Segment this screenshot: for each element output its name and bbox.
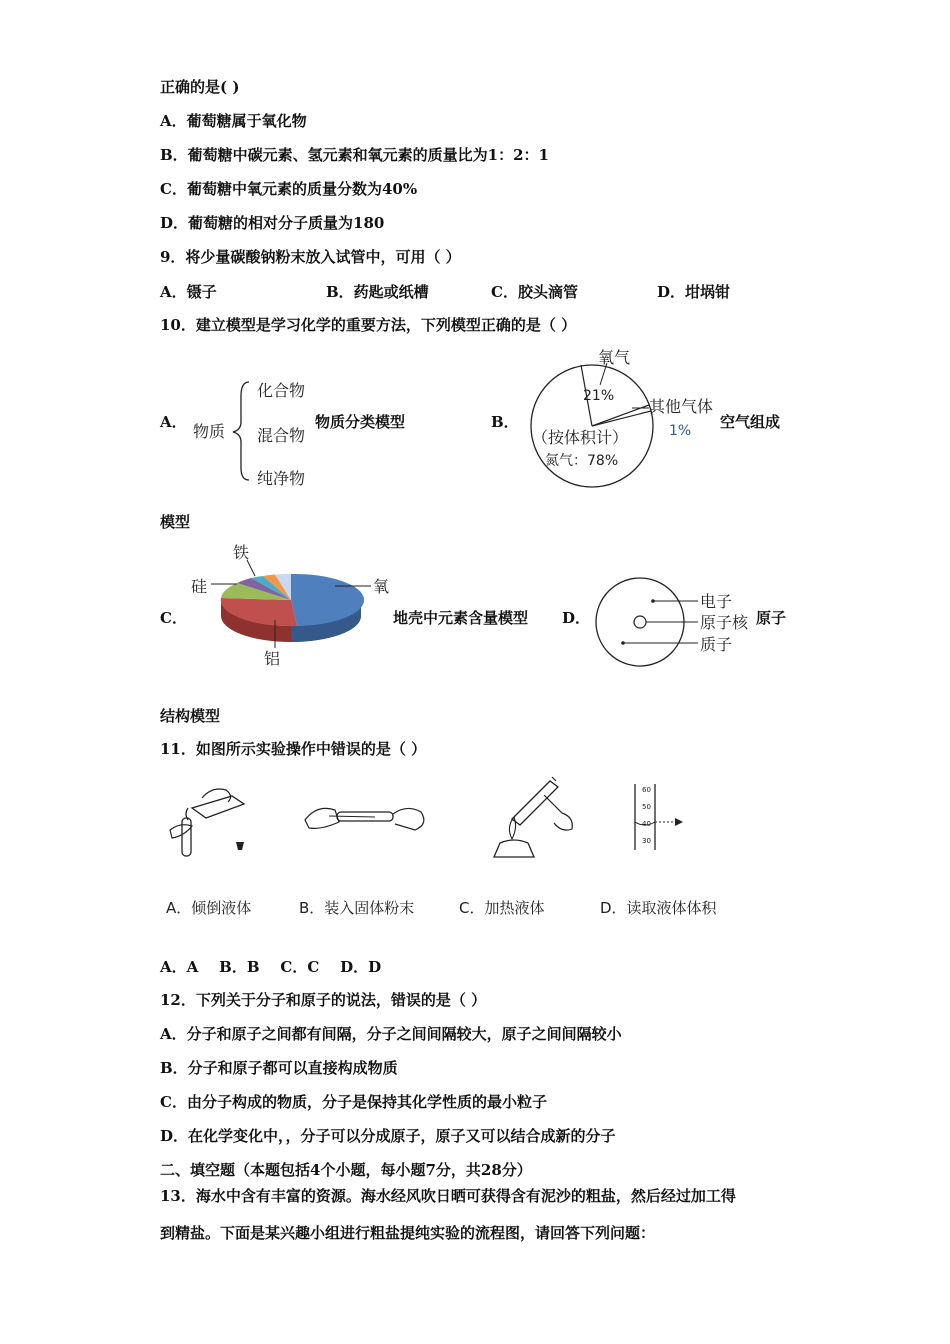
q13-line-1: 13．海水中含有丰富的资源。海水经风吹日晒可获得含有泥沙的粗盐，然后经过加工得: [160, 1187, 736, 1205]
oxygen-percent: 21%: [583, 388, 615, 404]
q11-caption-d: D．读取液体体积: [600, 899, 717, 917]
q11-answer-options: A．A B．B C．C D．D: [160, 958, 382, 976]
q9-stem: 9．将少量碳酸钠粉末放入试管中，可用（ ）: [160, 248, 461, 266]
q8-option-d: D．葡萄糖的相对分子质量为180: [160, 214, 385, 232]
q11-stem: 11．如图所示实验操作中错误的是（ ）: [160, 740, 427, 758]
heating-liquid-illustration: [482, 773, 582, 861]
q10-a-letter: A．: [160, 413, 187, 431]
scale-label: 40: [642, 820, 651, 828]
scale-label: 30: [642, 837, 651, 845]
leader-line: [247, 560, 255, 576]
q9-option-c: C．胶头滴管: [491, 283, 578, 301]
q11-caption-a: A．倾倒液体: [166, 899, 252, 917]
sector-line: [592, 411, 651, 426]
q8-option-b: B．葡萄糖中碳元素、氢元素和氧元素的质量比为1：2：1: [160, 146, 549, 164]
q11-caption-b: B．装入固体粉末: [299, 899, 415, 917]
loading-powder-illustration: [295, 790, 435, 845]
q10-c-caption-cont: 结构模型: [160, 707, 221, 725]
atom-diagram: [590, 577, 755, 669]
q12-stem: 12．下列关于分子和原子的说法，错误的是（ ）: [160, 991, 487, 1009]
q10-b-letter: B．: [491, 413, 519, 431]
scale-label: 60: [642, 786, 651, 794]
aluminum-label: 铝: [264, 649, 281, 668]
proton-label: 质子: [700, 635, 733, 654]
branch-label: 纯净物: [257, 469, 306, 488]
q12-option-b: B．分子和原子都可以直接构成物质: [160, 1059, 398, 1077]
q8-option-c: C．葡萄糖中氧元素的质量分数为40%: [160, 180, 418, 198]
others-label: 其他气体: [649, 397, 714, 416]
nucleus: [634, 616, 646, 628]
q12-option-a: A．分子和原子之间都有间隔，分子之间间隔较大，原子之间间隔较小: [160, 1025, 622, 1043]
oxygen-label: 氧气: [598, 348, 631, 367]
q9-option-b: B．药匙或纸槽: [326, 283, 429, 301]
q10-c-letter: C．: [160, 609, 187, 627]
section-heading: 二、填空题（本题包括4个小题，每小题7分，共28分）: [160, 1161, 532, 1179]
q13-line-2: 到精盐。下面是某兴趣小组进行粗盐提纯实验的流程图，请回答下列问题：: [160, 1224, 656, 1242]
q9-option-d: D．坩埚钳: [657, 283, 731, 301]
brace: [233, 382, 249, 480]
nucleus-label: 原子核: [700, 613, 749, 632]
scale-label: 50: [642, 803, 651, 811]
reading-volume-illustration: [625, 780, 705, 855]
nitrogen-label: 氮气：78%: [545, 453, 619, 469]
q10-d-caption: 原子: [756, 609, 787, 627]
crust-pie-diagram: [185, 538, 395, 673]
q10-stem: 10．建立模型是学习化学的重要方法，下列模型正确的是（ ）: [160, 316, 577, 334]
q10-b-caption: 空气组成: [720, 413, 781, 431]
q12-option-c: C．由分子构成的物质，分子是保持其化学性质的最小粒子: [160, 1093, 547, 1111]
q8-stem-tail: 正确的是( ): [160, 78, 240, 96]
q11-caption-c: C．加热液体: [459, 899, 545, 917]
classification-diagram: [185, 370, 325, 495]
silicon-label: 硅: [191, 577, 208, 596]
branch-label: 化合物: [257, 381, 306, 400]
air-composition-diagram: [515, 343, 725, 493]
volume-note: （按体积计）: [532, 428, 629, 447]
q10-d-letter: D．: [562, 609, 591, 627]
electron-label: 电子: [700, 592, 733, 611]
pouring-liquid-illustration: [162, 778, 262, 863]
q10-a-caption: 物质分类模型: [315, 413, 406, 431]
branch-label: 混合物: [257, 426, 306, 445]
q12-option-d: D．在化学变化中，，分子可以分成原子，原子又可以结合成新的分子: [160, 1127, 616, 1145]
q10-b-caption-cont: 模型: [160, 513, 191, 531]
q9-option-a: A．镊子: [160, 283, 217, 301]
others-percent: 1%: [669, 423, 692, 439]
oxygen-label: 氧: [373, 577, 390, 596]
q8-option-a: A．葡萄糖属于氧化物: [160, 112, 307, 130]
root-label: 物质: [193, 422, 226, 441]
q10-c-caption: 地壳中元素含量模型: [393, 609, 529, 627]
iron-label: 铁: [233, 543, 250, 562]
